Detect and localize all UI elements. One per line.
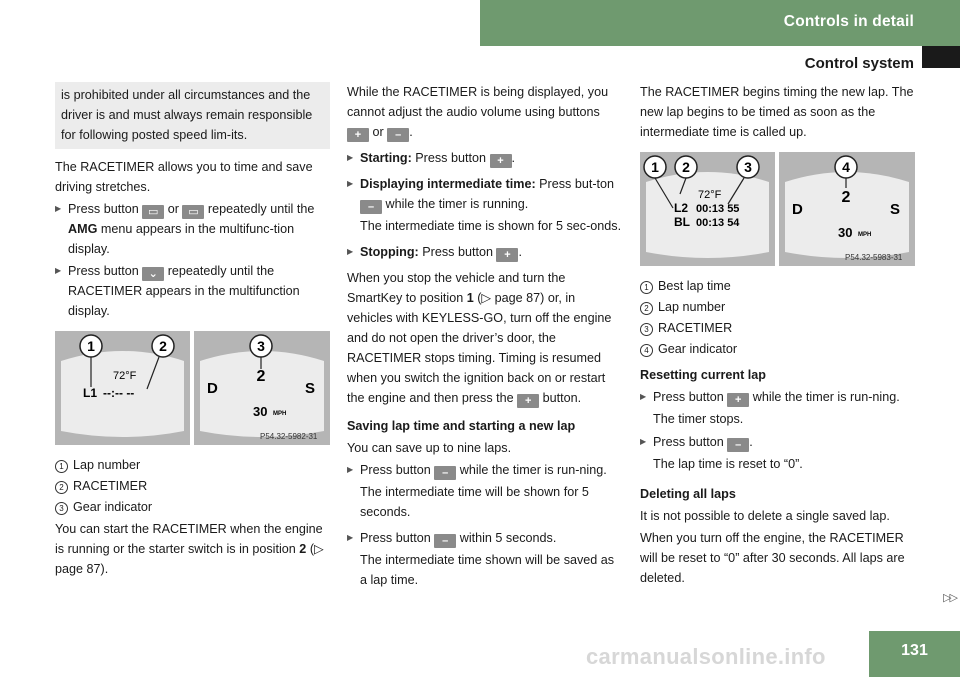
column-1	[55, 82, 330, 581]
watermark: carmanualsonline.info	[586, 644, 826, 669]
step-select-amg-menu: ▶ Press button ▭ or ▭ repeatedly until the AMG menu appears in the multifunc-tion display.	[55, 199, 330, 259]
minus-button-icon: –	[360, 200, 382, 214]
minus-button-icon: –	[434, 466, 456, 480]
intro-paragraph: The RACETIMER allows you to time and save driving stretches.	[55, 160, 313, 194]
display-down-button-icon: ▭	[182, 205, 204, 219]
sport-letter: S	[890, 201, 901, 218]
legend-1	[55, 455, 330, 517]
racetimer-display-photo-2	[640, 152, 915, 266]
speed-unit: MPH	[273, 411, 287, 417]
drive-letter: D	[792, 201, 803, 218]
callout-2: 2	[159, 338, 167, 354]
reset-note-1: The timer stops.	[653, 412, 744, 426]
racetimer-display-photo-1	[55, 331, 330, 445]
photo-code: P54.32-5983-31	[845, 253, 903, 262]
plus-button-icon: +	[517, 394, 539, 408]
time-readout: --:-- --	[103, 386, 135, 400]
minus-button-icon: –	[727, 438, 749, 452]
legend-item: 2 RACETIMER	[55, 476, 330, 496]
gear-indicator: 2	[841, 189, 851, 206]
drive-letter: D	[207, 380, 218, 397]
save-note-1: The intermediate time will be shown for 5 seconds.	[360, 485, 589, 519]
legend-item: 1 Best lap time	[640, 276, 915, 296]
speed-unit: MPH	[858, 232, 872, 238]
speed-readout: 30	[838, 225, 853, 240]
plus-button-icon: +	[727, 393, 749, 407]
plus-button-icon: +	[490, 154, 512, 168]
legend-2	[640, 276, 915, 359]
minus-button-icon: –	[387, 128, 409, 142]
lap-label: L1	[83, 386, 98, 400]
step-intermediate: ▶ Displaying intermediate time: Press but-ton – while the timer is running.	[347, 174, 623, 214]
best-lap-label: BL	[674, 215, 690, 229]
nine-laps-paragraph: You can save up to nine laps.	[347, 441, 512, 455]
heading-saving-lap: Saving lap time and starting a new lap	[347, 419, 576, 433]
new-lap-paragraph: The RACETIMER begins timing the new lap. The new lap begins to be timed as soon as the intermediate time is called up.	[640, 85, 914, 139]
delete-paragraph-2: When you turn off the engine, the RACETIMER will be reset to “0” after 30 seconds. All laps are deleted.	[640, 531, 905, 585]
callout-3: 3	[744, 159, 752, 175]
step-reset-2: ▶ Press button – .	[640, 432, 915, 452]
reset-note-2: The lap time is reset to “0”.	[653, 457, 803, 471]
start-paragraph: You can start the RACETIMER when the engine is running or the starter switch is in position 2 (▷ page 87).	[55, 522, 324, 576]
volume-paragraph: While the RACETIMER is being displayed, you cannot adjust the audio volume using buttons + or – .	[347, 85, 609, 141]
step-stopping: ▶ Stopping: Press button + .	[347, 242, 623, 262]
save-note-2: The intermediate time shown will be saved as a lap time.	[360, 553, 615, 587]
column-2	[347, 82, 623, 593]
continue-arrows-icon: ▷▷	[943, 592, 956, 604]
step-reset-1: ▶ Press button + while the timer is run-ning.	[640, 387, 915, 407]
column-3	[640, 82, 915, 590]
legend-item: 4 Gear indicator	[640, 339, 915, 359]
callout-1: 1	[87, 338, 95, 354]
subsection-title: Control system	[804, 55, 914, 72]
note-box: is prohibited under all circumstances and the driver is and must always remain responsible for following posted speed lim-its.	[55, 82, 330, 149]
legend-item: 1 Lap number	[55, 455, 330, 475]
best-lap-time: 00:13 54	[696, 217, 740, 229]
step-save-1: ▶ Press button – while the timer is run-ning.	[347, 460, 623, 480]
gear-indicator: 2	[256, 368, 266, 385]
delete-paragraph-1: It is not possible to delete a single saved lap.	[640, 509, 890, 523]
step-starting: ▶ Starting: Press button + .	[347, 148, 623, 168]
callout-2: 2	[682, 159, 690, 175]
step-select-racetimer: ▶ Press button ⌄ repeatedly until the RACETIMER appears in the multifunction display.	[55, 261, 330, 321]
heading-resetting: Resetting current lap	[640, 368, 766, 382]
lap-time: 00:13 55	[696, 203, 740, 215]
lap-label: L2	[674, 201, 689, 215]
intermediate-note: The intermediate time is shown for 5 sec-onds.	[360, 219, 622, 233]
temperature-readout: 72°F	[113, 370, 137, 382]
scroll-down-button-icon: ⌄	[142, 267, 164, 281]
sport-letter: S	[305, 380, 316, 397]
minus-button-icon: –	[434, 534, 456, 548]
plus-button-icon: +	[347, 128, 369, 142]
header-tab-marker	[922, 46, 960, 68]
callout-1: 1	[651, 159, 659, 175]
speed-readout: 30	[253, 404, 268, 419]
plus-button-icon: +	[496, 248, 518, 262]
photo-code: P54.32-5982-31	[260, 432, 318, 441]
legend-item: 3 Gear indicator	[55, 497, 330, 517]
section-title: Controls in detail	[783, 13, 914, 30]
callout-3: 3	[257, 338, 265, 354]
display-up-button-icon: ▭	[142, 205, 164, 219]
stop-paragraph: When you stop the vehicle and turn the SmartKey to position 1 (▷ page 87) or, in vehicles with KEYLESS-GO, turn off the engine and do not open the driver’s door, the RACETIMER stops timing. Timing is resumed when you switch the ignition back on or restart the engine and then press the + button.	[347, 271, 612, 407]
heading-deleting: Deleting all laps	[640, 487, 736, 501]
legend-item: 3 RACETIMER	[640, 318, 915, 338]
temperature-readout: 72°F	[698, 189, 722, 201]
callout-4: 4	[842, 159, 850, 175]
page-number: 131	[869, 631, 960, 677]
legend-item: 2 Lap number	[640, 297, 915, 317]
step-save-2: ▶ Press button – within 5 seconds.	[347, 528, 623, 548]
